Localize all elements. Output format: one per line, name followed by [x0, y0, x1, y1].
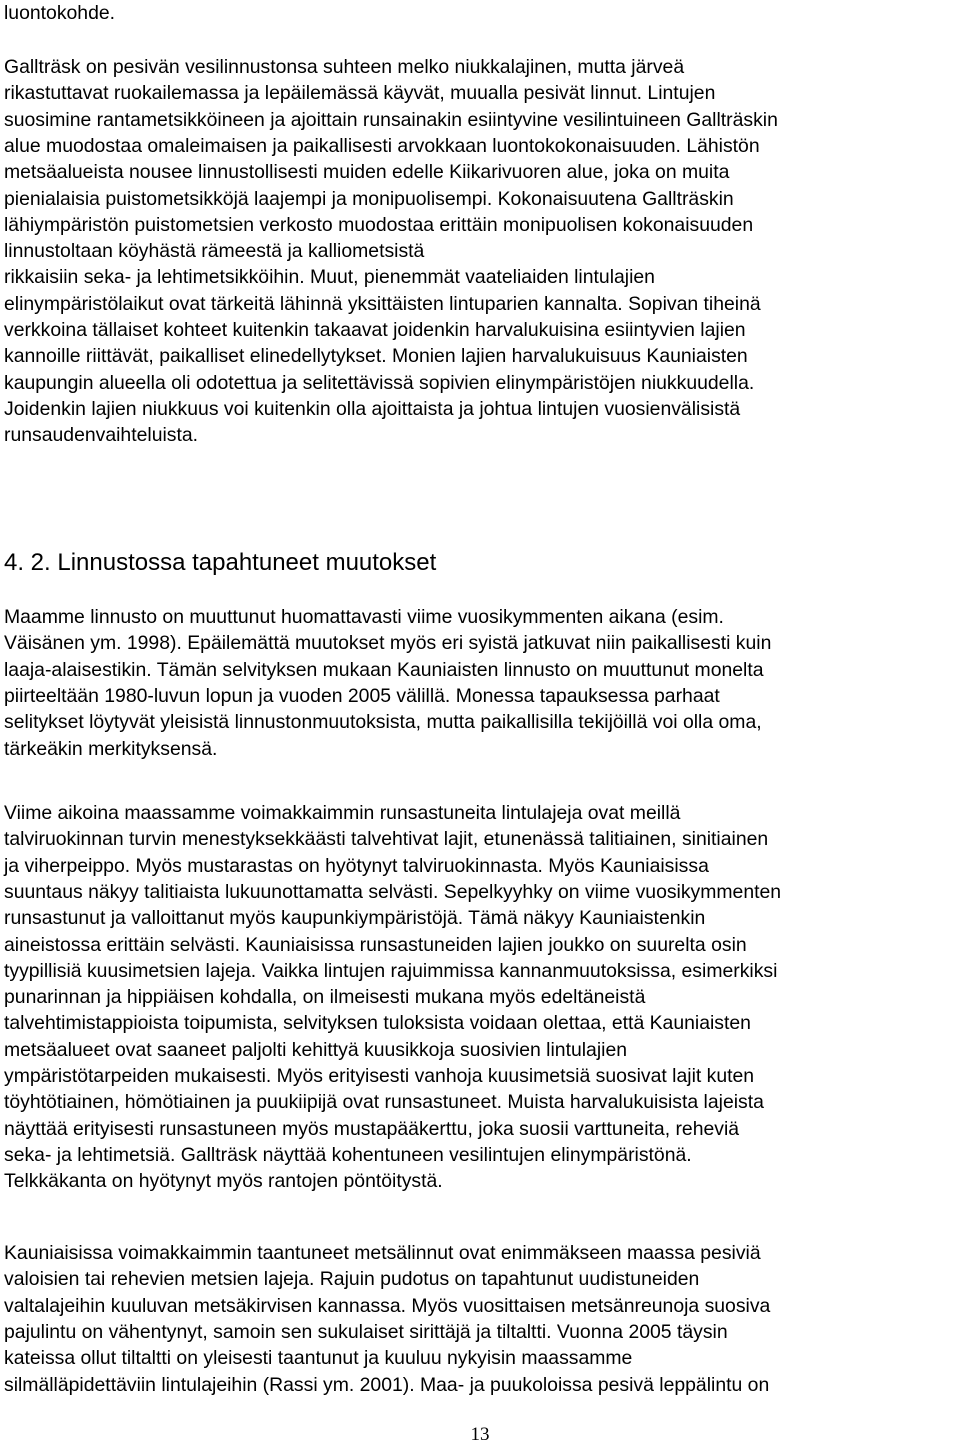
paragraph-1-line: runsaudenvaihteluista.	[4, 424, 199, 447]
paragraph-4-line: kateissa ollut tiltaltti on yleisesti taantunut ja kuuluu nykyisin maassamme	[4, 1347, 633, 1370]
paragraph-3-line: ympäristötarpeiden mukaisesti. Myös erityisesti vanhoja kuusimetsiä suosivat lajit kuten	[4, 1065, 755, 1087]
paragraph-2-line: piirteeltään 1980-luvun lopun ja vuoden 2005 välillä. Monessa tapauksessa parhaat	[4, 684, 720, 707]
paragraph-3-line: näyttää erityisesti runsastuneen myös mustapääkerttu, joka suosii varttuneita, reheviä	[4, 1117, 740, 1140]
paragraph-3-line: seka- ja lehtimetsiä. Gallträsk näyttää kohentuneen vesilintujen elinympäristönä.	[4, 1143, 692, 1166]
paragraph-1-line: lähiympäristön puistometsien verkosto muodostaa erittäin monipuolisen kokonaisuuden	[4, 213, 754, 236]
paragraph-4-line: silmälläpidettäviin lintulajeihin (Rassi ym. 2001). Maa- ja puukoloissa pesivä leppälintu on	[4, 1373, 770, 1396]
paragraph-3-line: aineistossa erittäin selvästi. Kauniaisissa runsastuneiden lajien joukko on suurelta osin	[4, 933, 747, 956]
section-heading: 4. 2. Linnustossa tapahtuneet muutokset	[4, 549, 437, 576]
paragraph-1-line: Gallträsk on pesivän vesilinnustonsa suhteen melko niukkalajinen, mutta järveä	[4, 56, 685, 78]
paragraph-3-line: töyhtötiainen, hömötiainen ja puukiipijä ovat runsastuneet. Muista harvalukuisista lajeista	[4, 1091, 764, 1114]
paragraph-3-line: punarinnan ja hippiäisen kohdalla, on ilmeisesti mukana myös edeltäneistä	[4, 986, 646, 1009]
paragraph-1-line: kannoille riittävät, paikalliset elinedellytykset. Monien lajien harvalukuisuus Kauniaisten	[4, 345, 748, 368]
paragraph-2-line: Maamme linnusto on muuttunut huomattavasti viime vuosikymmenten aikana (esim.	[4, 606, 724, 628]
paragraph-2-line: tärkeäkin merkityksensä.	[4, 737, 218, 760]
paragraph-2-line: selitykset löytyvät yleisistä linnustonmuutoksista, mutta paikallisilla tekijöillä voi olla oma,	[4, 711, 762, 734]
paragraph-1-line: alue muodostaa omaleimaisen ja paikallisesti arvokkaan luontokokonaisuuden. Lähistön	[4, 134, 760, 157]
paragraph-3-line: talviruokinnan turvin menestyksekkäästi talvehtivat lajit, etunenässä talitiainen, sinitiainen	[4, 828, 769, 851]
paragraph-3-line: Telkkäkanta on hyötynyt myös rantojen pöntöitystä.	[4, 1170, 443, 1193]
paragraph-4-line: pajulintu on vähentynyt, samoin sen sukulaiset sirittäjä ja tiltaltti. Vuonna 2005 täysin	[4, 1320, 728, 1343]
paragraph-1-line: elinympäristölaikut ovat tärkeitä lähinnä yksittäisten lintuparien kannalta. Sopivan tiheinä	[4, 292, 761, 315]
paragraph-2-line: laaja-alaisestikin. Tämän selvityksen mukaan Kauniaisten linnusto on muuttunut monelta	[4, 658, 764, 681]
text-line: luontokohde.	[4, 2, 116, 24]
paragraph-3-line: ja viherpeippo. Myös mustarastas on hyötynyt talviruokinnasta. Myös Kauniaisissa	[4, 854, 709, 877]
paragraph-4-line: valoisien tai rehevien metsien lajeja. Rajuin pudotus on tapahtunut uudistuneiden	[4, 1268, 700, 1291]
paragraph-1-line: metsäalueista nousee linnustollisesti muiden edelle Kiikarivuoren alue, joka on muita	[4, 161, 730, 184]
paragraph-3-line: talvehtimistappioista toipumista, selvityksen tuloksista voidaan olettaa, että Kauniaisten	[4, 1012, 751, 1035]
paragraph-1-line: rikkaisiin seka- ja lehtimetsikköihin. Muut, pienemmät vaateliaiden lintulajien	[4, 266, 655, 289]
paragraph-4-line: Kauniaisissa voimakkaimmin taantuneet metsälinnut ovat enimmäkseen maassa pesiviä	[4, 1242, 761, 1264]
paragraph-3-line: Viime aikoina maassamme voimakkaimmin runsastuneita lintulajeja ovat meillä	[4, 802, 681, 824]
paragraph-1-line: verkkoina tällaiset kohteet kuitenkin takaavat joidenkin harvalukuisina esiintyvien lajien	[4, 319, 746, 341]
paragraph-4-line: valtalajeihin kuuluvan metsäkirvisen kannassa. Myös vuosittaisen metsänreunoja suosiva	[4, 1294, 771, 1317]
paragraph-3-line: metsäalueet ovat saaneet paljolti kehittyä kuusikkoja suosivien lintulajien	[4, 1038, 628, 1061]
paragraph-3-line: runsastunut ja valloittanut myös kaupunkiympäristöjä. Tämä näkyy Kauniaistenkin	[4, 907, 706, 930]
paragraph-1-line: rikastuttavat ruokailemassa ja lepäilemässä käyvät, muualla pesivät linnut. Lintujen	[4, 82, 716, 105]
paragraph-1-line: kaupungin alueella oli odotettua ja selitettävissä sopivien elinympäristöjen niukkuudella.	[4, 371, 755, 394]
page-number: 13	[470, 1424, 490, 1445]
paragraph-3-line: suuntaus näkyy talitiaista lukuunottamatta selvästi. Sepelkyyhky on viime vuosikymmenten	[4, 880, 782, 903]
paragraph-1-line: suosimine rantametsikköineen ja ajoittain runsainakin esiintyvine vesilintuineen Gallträskin	[4, 108, 778, 131]
paragraph-3-line: tyypillisiä kuusimetsien lajeja. Vaikka lintujen rajuimmissa kannanmuutoksissa, esimerkiksi	[4, 959, 778, 982]
paragraph-1-line: linnustoltaan köyhästä rämeestä ja kalliometsistä	[4, 240, 425, 263]
paragraph-2-line: Väisänen ym. 1998). Epäilemättä muutokset myös eri syistä jatkuvat niin paikallisesti kuin	[4, 632, 772, 655]
paragraph-1-line: pienialaisia puistometsikköjä laajempi ja monipuolisempi. Kokonaisuutena Gallträskin	[4, 187, 734, 210]
paragraph-1-line: Joidenkin lajien niukkuus voi kuitenkin olla ajoittaista ja johtua lintujen vuosienvälisistä	[4, 397, 741, 420]
